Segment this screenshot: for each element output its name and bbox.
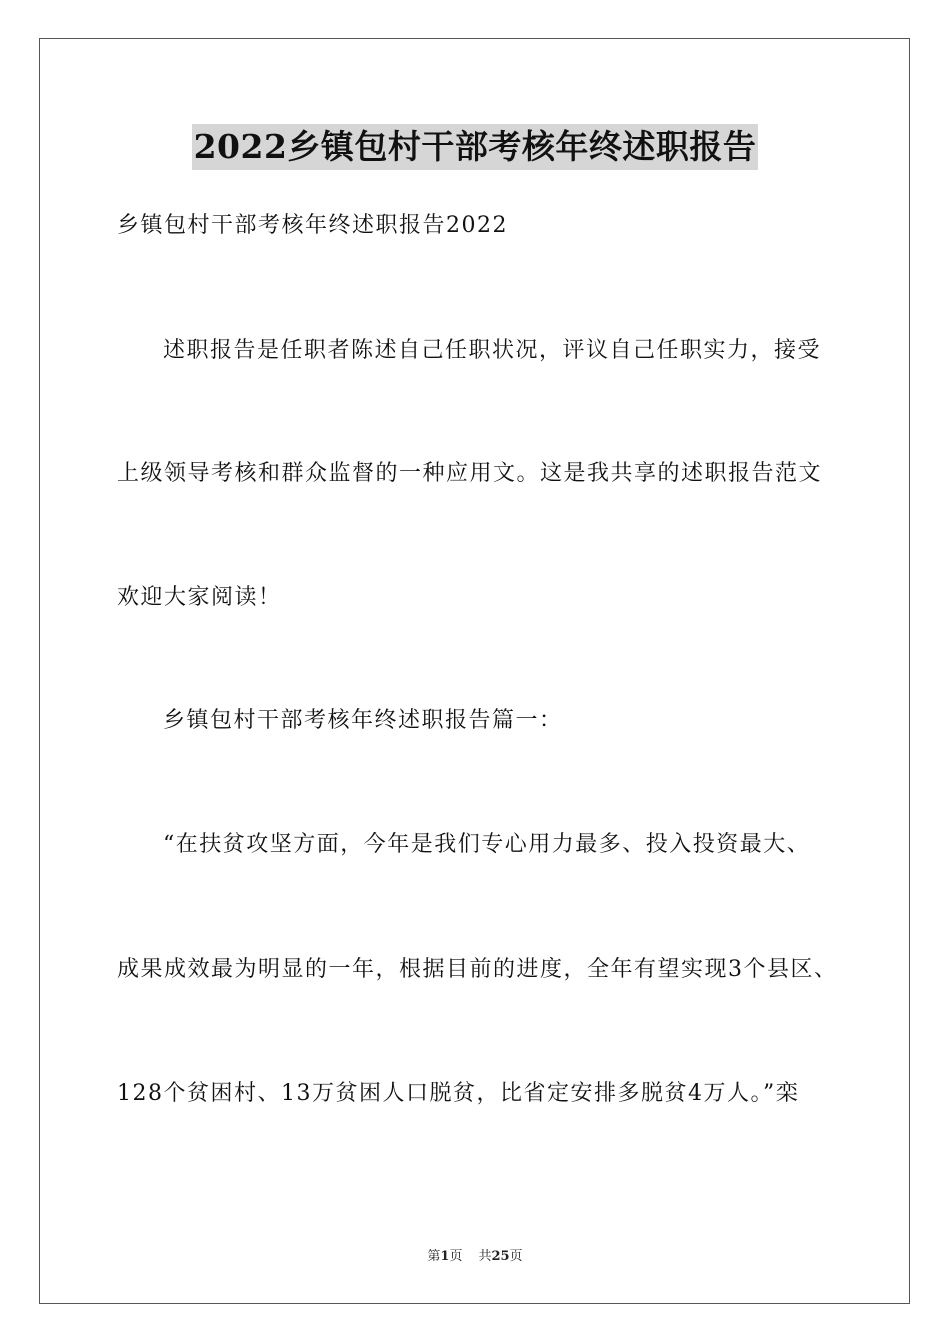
paragraph-line: 128个贫困村、13万贫困人口脱贫，比省定安排多脱贫4万人。”栾 [117, 1081, 800, 1106]
current-page-number: 1 [440, 1249, 450, 1264]
page-prefix: 第 [427, 1249, 441, 1264]
document-title: 2022乡镇包村干部考核年终述职报告 [192, 124, 759, 170]
total-prefix: 共 [478, 1249, 492, 1264]
paragraph-line: 述职报告是任职者陈述自己任职状况，评议自己任职实力，接受 [163, 338, 822, 363]
paragraph-line: 欢迎大家阅读！ [117, 585, 282, 610]
subtitle-line: 乡镇包村干部考核年终述职报告2022 [117, 213, 508, 238]
total-page-count: 25 [491, 1249, 510, 1264]
page-footer [0, 1248, 950, 1266]
total-unit: 页 [509, 1249, 523, 1264]
page-unit: 页 [449, 1249, 463, 1264]
title-container [0, 124, 950, 170]
paragraph-line: “在扶贫攻坚方面，今年是我们专心用力最多、投入投资最大、 [163, 832, 811, 857]
paragraph-line: 成果成效最为明显的一年，根据目前的进度，全年有望实现3个县区、 [117, 957, 838, 982]
paragraph-line: 上级领导考核和群众监督的一种应用文。这是我共享的述职报告范文 [117, 461, 823, 486]
section-heading: 乡镇包村干部考核年终述职报告篇一： [163, 708, 563, 733]
